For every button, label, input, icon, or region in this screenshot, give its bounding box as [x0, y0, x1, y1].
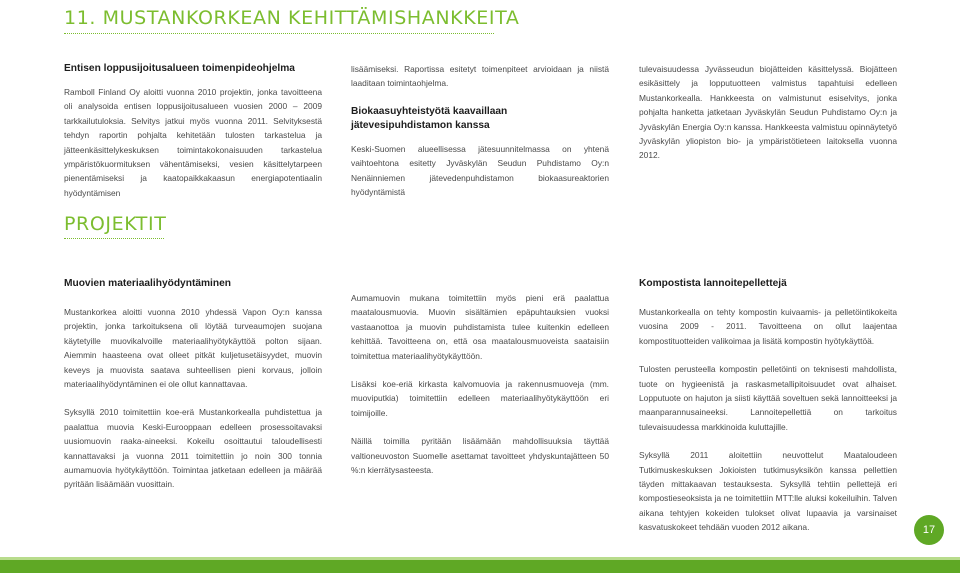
kompostista-paragraph-1: Mustankorkealla on tehty kompostin kuivaamis- ja pelletöintikokeita vuosina 2009 - 2011. Tavoitteena on ollut laajentaa kompostituotteiden valikoimaa ja lisätä kompostin hyötykäyttöä. — [639, 307, 897, 346]
muovien-paragraph-4: Lisäksi koe-eriä kirkasta kalvomuovia ja rakennusmuoveja (mm. muoviputkia) toimitettiin edelleen materiaalihyötykäyttöön eri toimijoille. — [351, 379, 609, 418]
biokaasu-continued-text: tulevaisuudessa Jyvässeudun biojätteiden käsittelyssä. Biojätteen esikäsittely ja lopputuotteen valmistus tapahtuisi edelleen Mustankorkealla. Hankkeesta on valmistunut esiselvitys, jonka pohjalta hanketta jatketaan Jyväskylän Seudun Puhdistamo Oy:n ja Jyväskylän Energia Oy:n kanssa. Hankkeesta valmistuu opinnäytetyö Jyväskylän yliopiston bio- ja ympäristötieteen laitoksella vuonna 2012. — [639, 64, 897, 161]
toimenpideohjelma-continued-text: lisäämiseksi. Raportissa esitetyt toimenpiteet arvioidaan ja niistä laaditaan toimintaohjelma. — [351, 64, 609, 89]
toimenpideohjelma-column — [64, 62, 322, 214]
biokaasu-heading: Biokaasuyhteistyötä kaavaillaan jätevesipuhdistamon kanssa — [351, 105, 508, 131]
page-title: 11. MUSTANKORKEAN KEHITTÄMISHANKKEITA — [64, 7, 494, 34]
projects-section-title: PROJEKTIT — [64, 213, 164, 239]
muovien-paragraph-5: Näillä toimilla pyritään lisäämään mahdollisuuksia täyttää valtioneuvoston Suomelle asettamat tavoitteet yhdyskuntajätteen 50 %:n kierrätysasteesta. — [351, 436, 609, 476]
toimenpideohjelma-text: Ramboll Finland Oy aloitti vuonna 2010 projektin, jonka tavoitteena oli analysoida entisen loppusijoitusalueen vuosien 2000 – 2009 tarkkailutuloksia. Selvitys jatkui myös vuonna 2011. Selvityksestä tehdyn raportin pohjalta kehitetään tulosten tarkastelua ja jätteenkäsittelykeskuksen toimintakokonaisuuden tarkastelua ympäristökuormituksen vähentämiseksi, vesien käsittelytarpeen pienentämiseksi ja kaatopaikkakaasun energiapotentiaalin hyödyntämisen — [64, 87, 322, 198]
biokaasu-continued-column — [639, 62, 897, 177]
biokaasu-column — [351, 62, 609, 213]
footer-bar-dark — [0, 560, 960, 573]
kompostista-column — [639, 277, 897, 549]
kompostista-paragraph-2: Tulosten perusteella kompostin pelletöinti on teknisesti mahdollista, tuote on hygieenistä ja raskasmetallipitoisuudet ovat alhaiset. Lopputuote on hajuton ja siisti käyttää soveltuen sekä lannoitteeksi ja maanparannusaineeksi. Lannoitepellettiä on tarkoitus tulevaisuudessa markkinoida kuluttajille. — [639, 364, 897, 432]
muovien-paragraph-1: Mustankorkea aloitti vuonna 2010 yhdessä Vapon Oy:n kanssa projektin, jonka tarkoituksena oli löytää turveaumojen suojana käytetyille muovikalvoille materiaalihyötykäyttöä polton sijaan. Aiemmin haasteena ovat olleet pitkät kuljetusetäisyydet, muovin keveys ja muovista saatava suhteellisen pieni korvaus, jolloin materiaalihyödyntäminen ei ole ollut kannattavaa. — [64, 307, 322, 390]
toimenpideohjelma-heading: Entisen loppusijoitusalueen toimenpideohjelma — [64, 63, 295, 74]
kompostista-heading: Kompostista lannoitepellettejä — [639, 278, 787, 289]
muovien-heading: Muovien materiaalihyödyntäminen — [64, 278, 231, 289]
biokaasu-text: Keski-Suomen alueellisessa jätesuunnitelmassa on yhtenä vaihtoehtona esitetty Jyväskylän Seudun Puhdistamo Oy:n Nenäinniemen jätevedenpuhdistamon biokaasureaktorien hyödyntämistä — [351, 143, 609, 198]
muovien-continued-column — [351, 291, 609, 491]
muovien-column — [64, 277, 322, 506]
muovien-paragraph-2: Syksyllä 2010 toimitettiin koe-erä Mustankorkealla puhdistettua ja paalattua muovia Keski-Eurooppaan edelleen prosessoitavaksi uusiomuovin raaka-aineeksi. Kokeilu osoittautui taloudellisesti kannattavaksi ja vuonna 2011 toimitettiin jo noin 300 tonnia aumamuovia hyötykäyttöön. Toimintaa jatketaan edelleen ja määrää pyritään lisäämään vuosittain. — [64, 407, 322, 490]
page-number: 17 — [914, 515, 944, 545]
muovien-paragraph-3: Aumamuovin mukana toimitettiin myös pieni erä paalattua maatalousmuovia. Muovin sisältämien epäpuhtauksien vuoksi vastaanottoa ja muovin puhdistamista tulee kuitenkin edelleen kehittää. Tavoitteena on, että osa maatalousmuoveista saataisiin toimitettua materiaalihyötykäyttöön. — [351, 293, 609, 361]
kompostista-paragraph-3: Syksyllä 2011 aloitettiin neuvottelut Maataloudeen Tutkimuskeskuksen Jokioisten tutkimusyksikön kanssa pellettien täyden mittakaavan testauksesta. Syksyllä tehtiin pellettejä eri kompostieseoksista ja ne toimitettiin MTT:lle aluksi kokeiluihin. Talven aikana tehtyjen kokeiden tulokset olivat lupaavia ja varsinaiset kasvatuskokeet tehdään vuoden 2012 aikana. — [639, 450, 897, 533]
